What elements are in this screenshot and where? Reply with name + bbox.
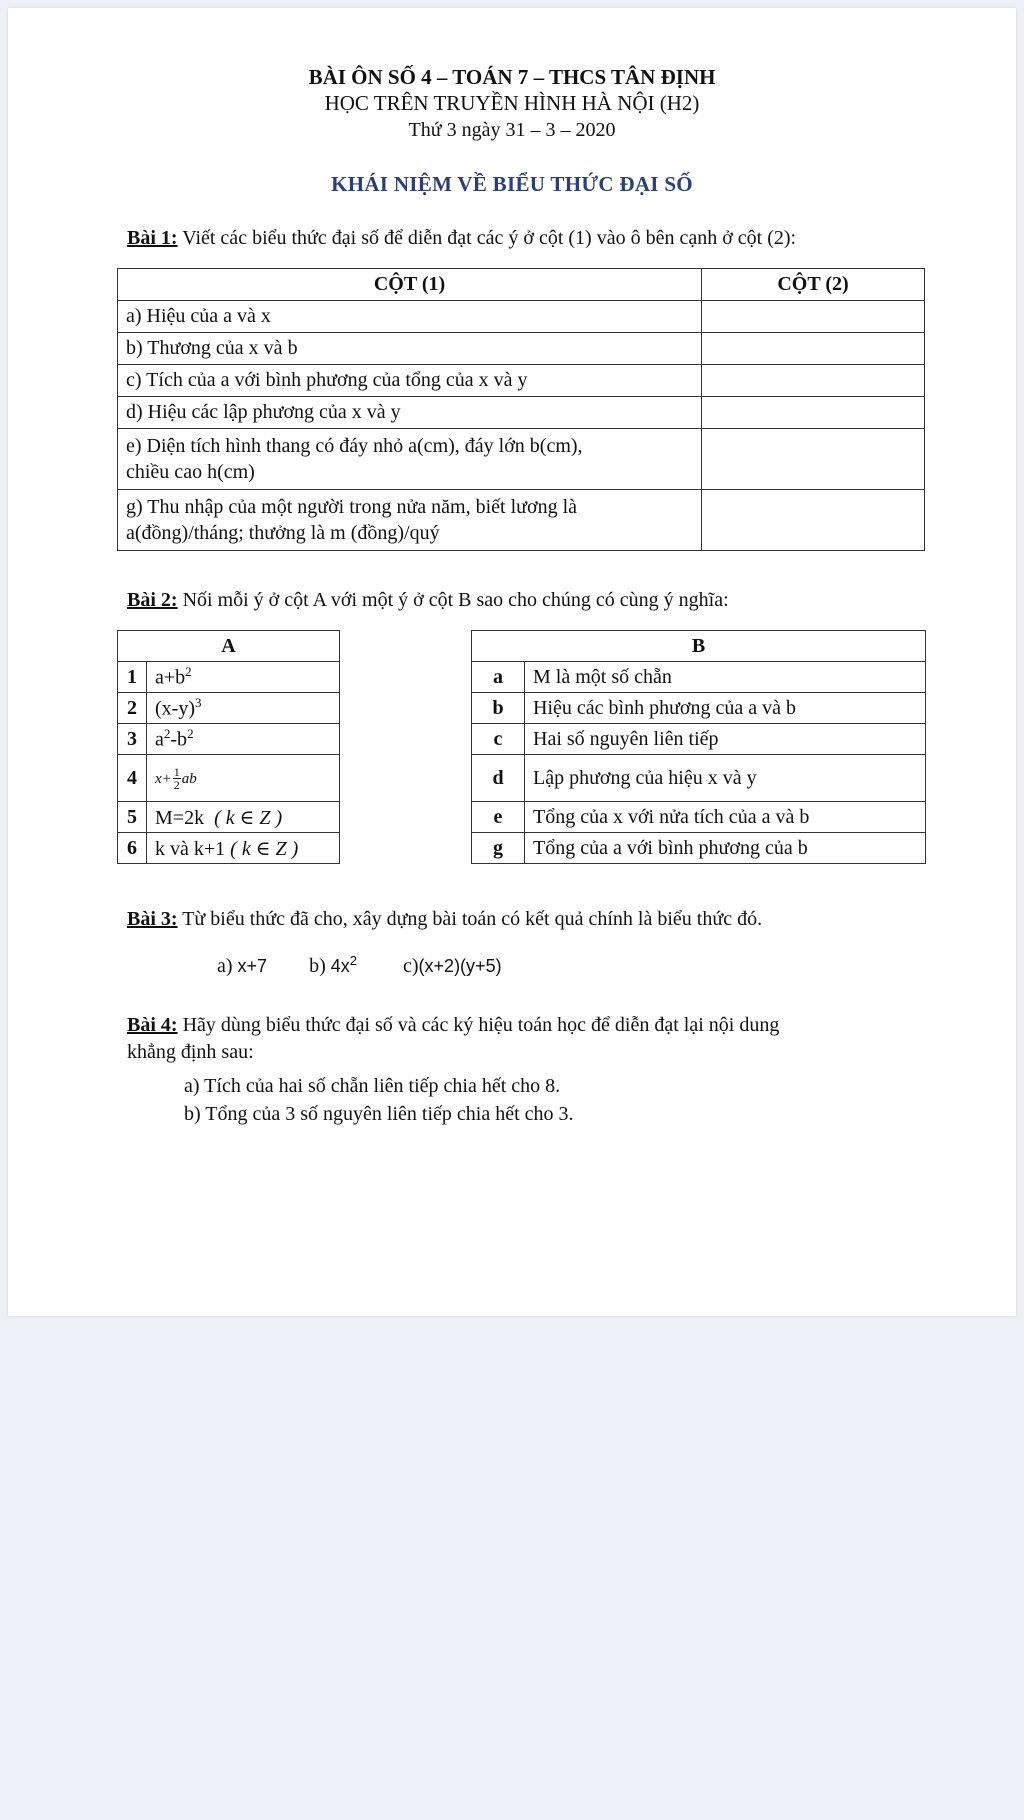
bai2-column-b <box>471 630 926 864</box>
a-num: 3 <box>118 724 147 755</box>
b-letter: d <box>472 755 525 802</box>
expr-base: 4x <box>330 956 350 976</box>
bai1-answer-cell <box>702 301 925 333</box>
table-row <box>118 802 340 833</box>
table-row <box>118 490 925 551</box>
a-expr-1 <box>147 662 340 693</box>
table-row <box>118 301 925 333</box>
bai1-row-a: a) Hiệu của a và x <box>118 301 702 333</box>
expr-part: k và k+1 <box>155 837 226 860</box>
b-letter: e <box>472 802 525 833</box>
topic-heading: KHÁI NIỆM VỀ BIỂU THỨC ĐẠI SỐ <box>331 172 693 196</box>
table-row <box>472 693 926 724</box>
a-num: 6 <box>118 833 147 864</box>
b-text: Tổng của a với bình phương của b <box>525 833 926 864</box>
expr-condition: ( k ∈ Z ) <box>230 837 299 860</box>
table-row <box>472 833 926 864</box>
bai4-prompt <box>127 1013 1007 1038</box>
bai1-col1-header: CỘT (1) <box>118 269 702 301</box>
fraction-denominator: 2 <box>173 777 180 792</box>
bai3-c-expr: (x+2)(y+5) <box>418 956 502 976</box>
a-expr-2 <box>147 693 340 724</box>
bai4-item-b: b) Tổng của 3 số nguyên liên tiếp chia hết cho 3. <box>184 1103 574 1125</box>
a-num: 4 <box>118 755 147 802</box>
bai3-prompt <box>127 907 1007 932</box>
bai1-answer-cell <box>702 397 925 429</box>
expr-part: a <box>155 728 164 751</box>
table-row <box>118 724 340 755</box>
expr-exponent: 2 <box>163 726 171 742</box>
bai3-label: Bài 3: <box>127 908 178 930</box>
b-text: Tổng của x với nửa tích của a và b <box>525 802 926 833</box>
bai1-table <box>117 268 925 551</box>
document-page <box>8 8 1016 1316</box>
bai1-prompt <box>127 226 1007 251</box>
expr-part: M=2k <box>155 806 205 829</box>
table-row <box>118 755 340 802</box>
fraction-numerator: 1 <box>173 764 180 779</box>
b-letter: b <box>472 693 525 724</box>
a-num: 1 <box>118 662 147 693</box>
table-row <box>118 662 340 693</box>
bai1-row-e <box>118 429 702 490</box>
table-row <box>118 833 340 864</box>
bai4-label: Bài 4: <box>127 1014 178 1036</box>
expr-exponent: 2 <box>187 726 194 742</box>
expr-exponent: 3 <box>194 695 202 711</box>
table-row <box>472 802 926 833</box>
table-row <box>118 333 925 365</box>
bai2-text: Nối mỗi ý ở cột A với một ý ở cột B sao cho chúng có cùng ý nghĩa: <box>177 589 729 611</box>
bai1-col2-header: CỘT (2) <box>702 269 925 301</box>
bai1-row-g <box>118 490 702 551</box>
bai1-answer-cell <box>702 429 925 490</box>
b-letter: g <box>472 833 525 864</box>
bai1-row-b: b) Thương của x và b <box>118 333 702 365</box>
table-row <box>118 693 340 724</box>
table-row <box>472 662 926 693</box>
a-expr-3 <box>147 724 340 755</box>
expr-part: x <box>155 770 162 787</box>
bai2-head-a: A <box>118 631 340 662</box>
bai4-text: Hãy dùng biểu thức đại số và các ký hiệu toán học để diễn đạt lại nội dung <box>177 1014 780 1036</box>
a-expr-6 <box>147 833 340 864</box>
b-letter: a <box>472 662 525 693</box>
expr-condition: ( k ∈ Z ) <box>214 806 283 829</box>
bai1-answer-cell <box>702 490 925 551</box>
doc-subtitle: HỌC TRÊN TRUYỀN HÌNH HÀ NỘI (H2) <box>324 91 700 115</box>
expr-part: -b <box>170 728 188 751</box>
table-row <box>118 397 925 429</box>
bai4-item-a: a) Tích của hai số chẵn liên tiếp chia hết cho 8. <box>184 1075 561 1097</box>
b-letter: c <box>472 724 525 755</box>
bai3-b-label: b) <box>309 955 326 977</box>
expr-part: + <box>161 770 172 787</box>
bai2-prompt <box>127 588 1007 613</box>
expr-exponent: 2 <box>185 664 192 680</box>
expr-base: (x-y) <box>155 697 195 720</box>
table-row <box>472 724 926 755</box>
a-num: 2 <box>118 693 147 724</box>
bai1-row-g-line2: a(đồng)/tháng; thưởng là m (đồng)/quý <box>126 522 440 544</box>
bai1-label: Bài 1: <box>127 227 178 249</box>
bai2-head-b: B <box>472 631 926 662</box>
bai3-c-label: c) <box>403 955 419 977</box>
table-row <box>472 755 926 802</box>
expr-base: a+b <box>155 666 186 689</box>
expr-exponent: 2 <box>349 953 357 968</box>
bai1-text: Viết các biểu thức đại số để diễn đạt các ý ở cột (1) vào ô bên cạnh ở cột (2): <box>177 227 797 249</box>
bai3-b-expr <box>330 953 357 976</box>
bai2-column-a <box>117 630 340 864</box>
table-row <box>118 429 925 490</box>
bai1-row-g-line1: g) Thu nhập của một người trong nửa năm, biết lương là <box>126 496 577 518</box>
b-text: Hiệu các bình phương của a và b <box>525 693 926 724</box>
a-num: 5 <box>118 802 147 833</box>
bai2-label: Bài 2: <box>127 589 178 611</box>
bai1-row-e-line2: chiều cao h(cm) <box>126 461 255 483</box>
a-expr-4 <box>147 755 340 802</box>
bai3-expressions <box>217 948 717 979</box>
bai3-text: Từ biểu thức đã cho, xây dựng bài toán có kết quả chính là biểu thức đó. <box>177 908 763 930</box>
bai4-text-line2: khẳng định sau: <box>127 1041 254 1063</box>
bai1-row-c: c) Tích của a với bình phương của tổng của x và y <box>118 365 702 397</box>
table-row <box>118 365 925 397</box>
expr-part: ab <box>181 770 197 787</box>
bai1-row-e-line1: e) Diện tích hình thang có đáy nhỏ a(cm), đáy lớn b(cm), <box>126 435 583 457</box>
bai1-answer-cell <box>702 333 925 365</box>
bai1-answer-cell <box>702 365 925 397</box>
b-text: Lập phương của hiệu x và y <box>525 755 926 802</box>
doc-title: BÀI ÔN SỐ 4 – TOÁN 7 – THCS TÂN ĐỊNH <box>308 65 716 89</box>
fraction <box>173 766 181 791</box>
b-text: Hai số nguyên liên tiếp <box>525 724 926 755</box>
bai3-a-expr: x+7 <box>237 956 268 976</box>
bai1-row-d: d) Hiệu các lập phương của x và y <box>118 397 702 429</box>
a-expr-5 <box>147 802 340 833</box>
b-text: M là một số chẵn <box>525 662 926 693</box>
doc-date: Thứ 3 ngày 31 – 3 – 2020 <box>408 119 616 141</box>
bai3-a-label: a) <box>217 955 233 977</box>
